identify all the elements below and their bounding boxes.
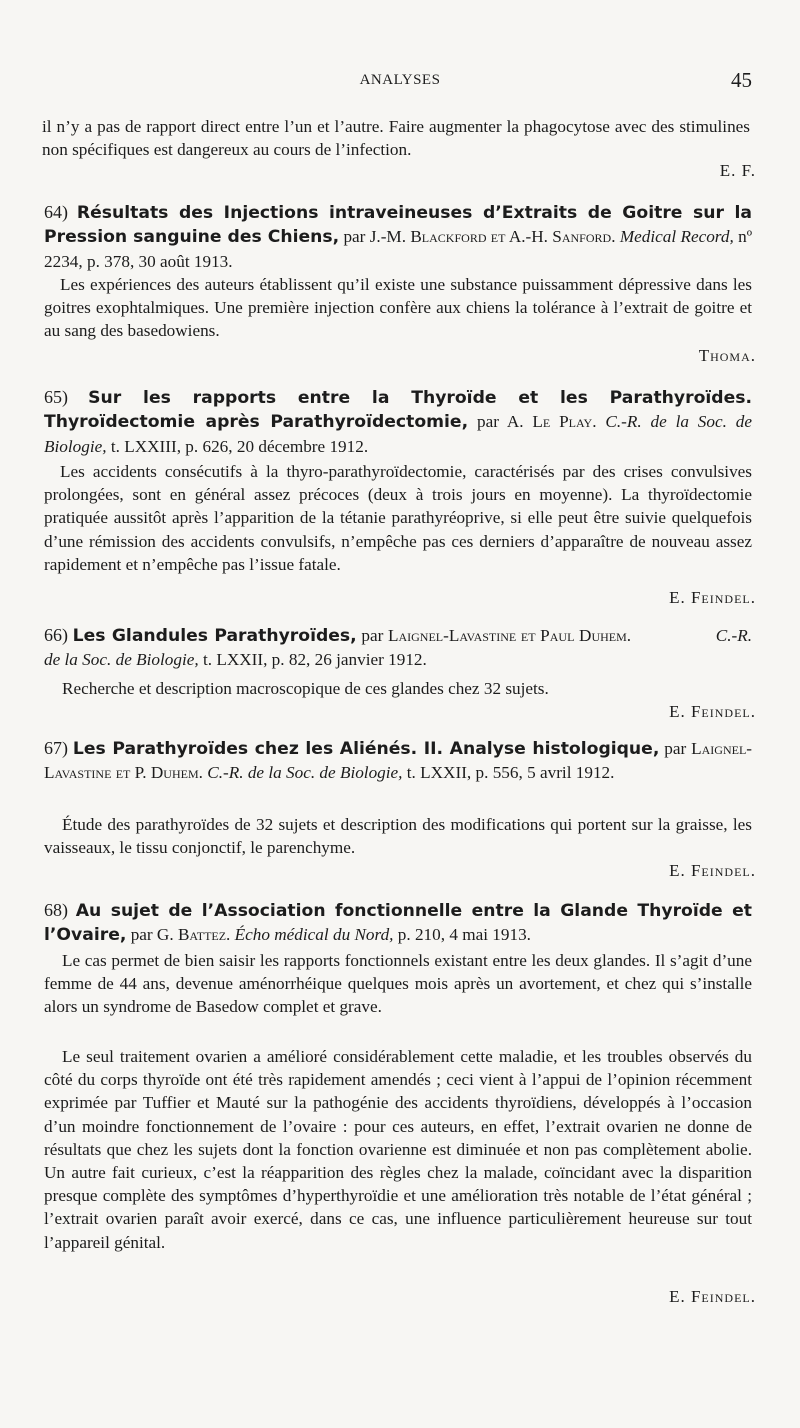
article-68-journal: Écho médical du Nord, bbox=[234, 925, 394, 945]
intro-signature: E. F. bbox=[719, 161, 756, 180]
article-65-title bbox=[44, 386, 752, 458]
article-64-number: 64) bbox=[44, 202, 68, 222]
page-header bbox=[0, 68, 800, 98]
article-65-number: 65) bbox=[44, 387, 68, 407]
article-65-heading: Sur les rapports entre la Thyroïde et les Parathyroïdes. Thyroïdectomie après Parathyroïdectomie, bbox=[44, 388, 753, 433]
article-65-authors: Le Play. bbox=[532, 412, 597, 432]
article-67-authors: Laignel-Lavastine et P. Duhem. bbox=[44, 739, 753, 783]
article-68-title bbox=[44, 899, 752, 948]
intro-paragraph: il n’y a pas de rapport direct entre l’un et l’autre. Faire augmenter la phagocytose avec des stimulines non spécifiques est dangereux au cours de l’infection. bbox=[42, 117, 750, 160]
article-66-title bbox=[44, 624, 752, 672]
article-64-heading: Résultats des Injections intraveineuses d’Extraits de Goitre sur la Pression sanguine des Chiens, bbox=[44, 203, 753, 248]
article-67-signature: E. Feindel. bbox=[669, 861, 756, 880]
article-65-reference: t. LXXIII, p. 626, 20 décembre 1912. bbox=[110, 436, 369, 456]
article-68-body-2: Le seul traitement ovarien a amélioré considérablement cette maladie, et les troubles observés du côté du corps thyroïde ont été très rapidement amendés ; ceci vient à l’appui de l’opinion récemment exprimée par Tuffier et Mauté sur la pathogénie des accidents thyroïdiens, développés à l’occasion d’un moindre fonctionnement de l’ovaire : pour ces auteurs, en effet, l’extrait ovarien ne donne de résultats que chez les sujets dont la fonction ovarienne est diminuée et non pas complètement abolie. Un autre fait curieux, c’est la réapparition des règles chez la malade, coïncidant avec la disparition presque complète des symptômes d’hyperthyroïdie et une amélioration très notable de l’état général ; l’extrait ovarien paraît avoir exercé, dans ce cas, une influence particulièrement heureuse sur tout l’appareil génital. bbox=[44, 1047, 752, 1252]
article-64-authors: Blackford et A.-H. Sanford. bbox=[410, 227, 616, 247]
article-66-number: 66) bbox=[44, 625, 68, 645]
article-68-body-1: Le cas permet de bien saisir les rapports fonctionnels existant entre les deux glandes. Il s’agit d’une femme de 44 ans, devenue aménorrhéique quelques mois après un avortement, et chez qui s’installe alors un syndrome de Basedow complet et grave. bbox=[44, 951, 752, 1017]
article-64-reference: nº 2234, p. 378, 30 août 1913. bbox=[44, 227, 753, 271]
article-67-body: Étude des parathyroïdes de 32 sujets et description des modifications qui portent sur la graisse, les vaisseaux, le tissu conjonctif, le parenchyme. bbox=[44, 815, 752, 858]
article-67-journal: C.-R. de la Soc. de Biologie, bbox=[207, 763, 403, 783]
article-64-signature: Thoma. bbox=[698, 346, 756, 365]
article-64-citation-prefix: par J.-M. bbox=[343, 227, 407, 247]
article-66-reference: t. LXXII, p. 82, 26 janvier 1912. bbox=[202, 650, 427, 670]
running-title: ANALYSES bbox=[359, 72, 441, 88]
article-65-body: Les accidents consécutifs à la thyro-parathyroïdectomie, caractérisés par des crises convulsives prolongées, sont en général assez précoces (deux à trois jours en moyenne). La thyroïdectomie pratiquée aussitôt après l’apparition de la tétanie parathyréoprive, si elle peut être suivie quelquefois d’une rémission des accidents convulsifs, n’empêche pas ces derniers d’apparaître de nouveau assez rapidement et n’empêche pas l’issue fatale. bbox=[44, 462, 752, 574]
article-68-citation-prefix: par G. bbox=[130, 925, 174, 945]
article-64-body: Les expériences des auteurs établissent qu’il existe une substance puissamment dépressive dans les goitres exophtalmiques. Une première injection confère aux chiens la tolérance à l’extrait de goitre et au sang des basedowiens. bbox=[44, 275, 752, 341]
article-66-citation-prefix: par bbox=[361, 626, 384, 645]
article-68-reference: p. 210, 4 mai 1913. bbox=[397, 925, 531, 945]
article-67-title bbox=[44, 737, 752, 785]
article-68-number: 68) bbox=[44, 900, 68, 920]
article-67-number: 67) bbox=[44, 738, 68, 758]
article-67-citation-prefix: par bbox=[664, 739, 687, 758]
article-68-authors: Battez. bbox=[177, 925, 231, 945]
article-68-heading: Au sujet de l’Association fonctionnelle entre la Glande Thyroïde et l’Ovaire, bbox=[44, 901, 753, 946]
article-64-title bbox=[44, 201, 752, 273]
article-67-reference: t. LXXII, p. 556, 5 avril 1912. bbox=[406, 763, 615, 783]
article-64-journal: Medical Record, bbox=[619, 227, 734, 247]
article-66-authors: Laignel-Lavastine et Paul Duhem. bbox=[387, 626, 632, 645]
article-66-heading: Les Glandules Parathyroïdes, bbox=[72, 626, 357, 646]
article-65-citation-prefix: par A. bbox=[476, 412, 524, 432]
article-65-journal: C.-R. de la Soc. de Biologie, bbox=[44, 412, 752, 456]
article-66-journal: C.-R. de la Soc. de Biologie, bbox=[44, 626, 753, 670]
article-66-signature: E. Feindel. bbox=[669, 702, 756, 721]
article-65-signature: E. Feindel. bbox=[669, 588, 756, 607]
article-68-signature: E. Feindel. bbox=[669, 1287, 756, 1306]
page-number: 45 bbox=[731, 68, 752, 92]
article-66-body: Recherche et description macroscopique de ces glandes chez 32 sujets. bbox=[62, 679, 549, 698]
article-67-heading: Les Parathyroïdes chez les Aliénés. II. Analyse histologique, bbox=[72, 739, 660, 759]
